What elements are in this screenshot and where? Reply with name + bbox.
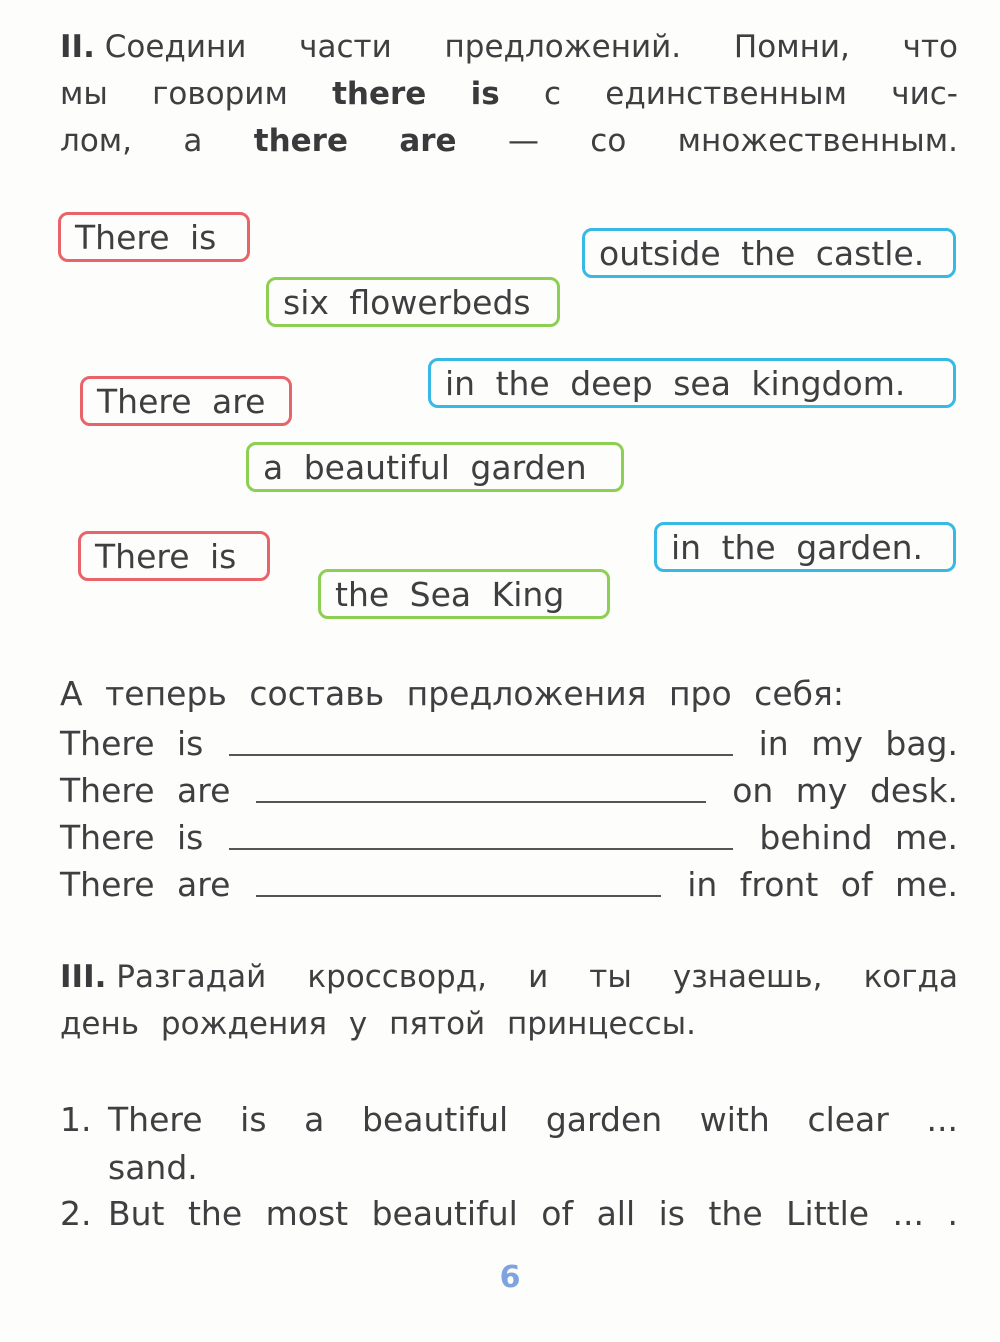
- word: —: [507, 123, 539, 159]
- bold-word: are: [399, 123, 457, 159]
- clue-2: [60, 1190, 958, 1238]
- word: ты: [589, 959, 632, 995]
- match-box-label: in the deep sea kingdom.: [445, 363, 906, 403]
- word: .: [947, 1194, 958, 1233]
- row-start: There is: [60, 817, 204, 857]
- section-3-instructions: [60, 954, 958, 1048]
- word: Разгадай: [116, 959, 267, 995]
- match-box-outside-castle[interactable]: [582, 228, 956, 278]
- match-box-label: a beautiful garden: [263, 447, 587, 487]
- match-box-label: in the garden.: [671, 527, 924, 567]
- instruction-line-2: [60, 71, 958, 118]
- word: предложений.: [444, 29, 682, 65]
- blank-line[interactable]: [229, 824, 733, 850]
- blank-line[interactable]: [256, 871, 661, 897]
- section-3-line-1: [60, 954, 958, 1001]
- match-box-sea-king[interactable]: [318, 569, 610, 619]
- clue-1-line-2: sand.: [108, 1148, 198, 1187]
- word: beautiful: [362, 1100, 509, 1139]
- word: ...: [892, 1194, 925, 1233]
- word: all: [596, 1194, 636, 1233]
- clue-number: 1.: [60, 1100, 92, 1139]
- instruction-line-3: [60, 118, 958, 165]
- bold-word: there: [253, 123, 348, 159]
- match-box-in-the-garden[interactable]: [654, 522, 956, 572]
- word: Little: [786, 1194, 870, 1233]
- match-box-there-are[interactable]: [80, 376, 292, 426]
- row-end: behind me.: [759, 817, 958, 857]
- match-box-deep-sea-kingdom[interactable]: [428, 358, 956, 408]
- word: чис-: [891, 76, 958, 112]
- word: There: [108, 1100, 203, 1139]
- word: with: [699, 1100, 770, 1139]
- match-box-label: outside the castle.: [599, 233, 925, 273]
- word: beautiful: [371, 1194, 518, 1233]
- word: единственным: [605, 76, 848, 112]
- word: множественным.: [677, 123, 958, 159]
- word: с: [543, 76, 561, 112]
- word: But: [108, 1194, 165, 1233]
- bold-word: there: [332, 76, 427, 112]
- section-2-instructions: [60, 24, 958, 165]
- word: most: [265, 1194, 349, 1233]
- word: is: [658, 1194, 685, 1233]
- bold-word: is: [470, 76, 500, 112]
- word: a: [304, 1100, 325, 1139]
- blank-line[interactable]: [229, 730, 732, 756]
- word: мы: [60, 76, 108, 112]
- match-box-beautiful-garden[interactable]: [246, 442, 624, 492]
- word: Помни,: [733, 29, 850, 65]
- word: ...: [926, 1100, 958, 1139]
- row-start: There are: [60, 864, 231, 904]
- match-box-label: six flowerbeds: [283, 282, 531, 322]
- word: of: [541, 1194, 574, 1233]
- clue-1-line-1: [108, 1096, 958, 1144]
- word: со: [590, 123, 627, 159]
- page-number: 6: [499, 1260, 521, 1295]
- word: говорим: [152, 76, 288, 112]
- fill-row-4: [60, 860, 958, 908]
- word: clear: [807, 1100, 889, 1139]
- row-start: There is: [60, 723, 204, 763]
- word: the: [187, 1194, 243, 1233]
- about-me-heading: А теперь составь предложения про себя:: [60, 674, 844, 713]
- word: the: [708, 1194, 763, 1233]
- match-box-label: There are: [97, 381, 266, 421]
- blank-line[interactable]: [256, 777, 706, 803]
- clue-2-line-1: [108, 1190, 958, 1238]
- word: что: [902, 29, 958, 65]
- word: и: [528, 959, 549, 995]
- row-end: in front of me.: [687, 864, 958, 904]
- instruction-line-1: [60, 24, 958, 71]
- word: garden: [545, 1100, 663, 1139]
- word: is: [240, 1100, 267, 1139]
- match-box-label: There is: [75, 217, 217, 257]
- section-3-line-2: день рождения у пятой принцессы.: [60, 1006, 696, 1042]
- match-box-label: the Sea King: [335, 574, 565, 614]
- section-numeral: II.: [60, 29, 95, 65]
- word: узнаешь,: [672, 959, 823, 995]
- row-end: in my bag.: [758, 723, 958, 763]
- word: части: [299, 29, 392, 65]
- match-box-six-flowerbeds[interactable]: [266, 277, 560, 327]
- word: кроссворд,: [307, 959, 488, 995]
- word: Соедини: [104, 29, 247, 65]
- match-box-there-is-1[interactable]: [58, 212, 250, 262]
- match-box-label: There is: [95, 536, 237, 576]
- match-box-there-is-2[interactable]: [78, 531, 270, 581]
- row-start: There are: [60, 770, 231, 810]
- word: лом,: [60, 123, 133, 159]
- fill-row-2: [60, 766, 958, 814]
- row-end: on my desk.: [732, 770, 958, 810]
- clue-1: [60, 1096, 958, 1192]
- clue-number: 2.: [60, 1194, 92, 1233]
- word: а: [183, 123, 203, 159]
- word: когда: [863, 959, 958, 995]
- section-numeral: III.: [60, 959, 107, 995]
- fill-row-3: [60, 813, 958, 861]
- fill-row-1: [60, 719, 958, 767]
